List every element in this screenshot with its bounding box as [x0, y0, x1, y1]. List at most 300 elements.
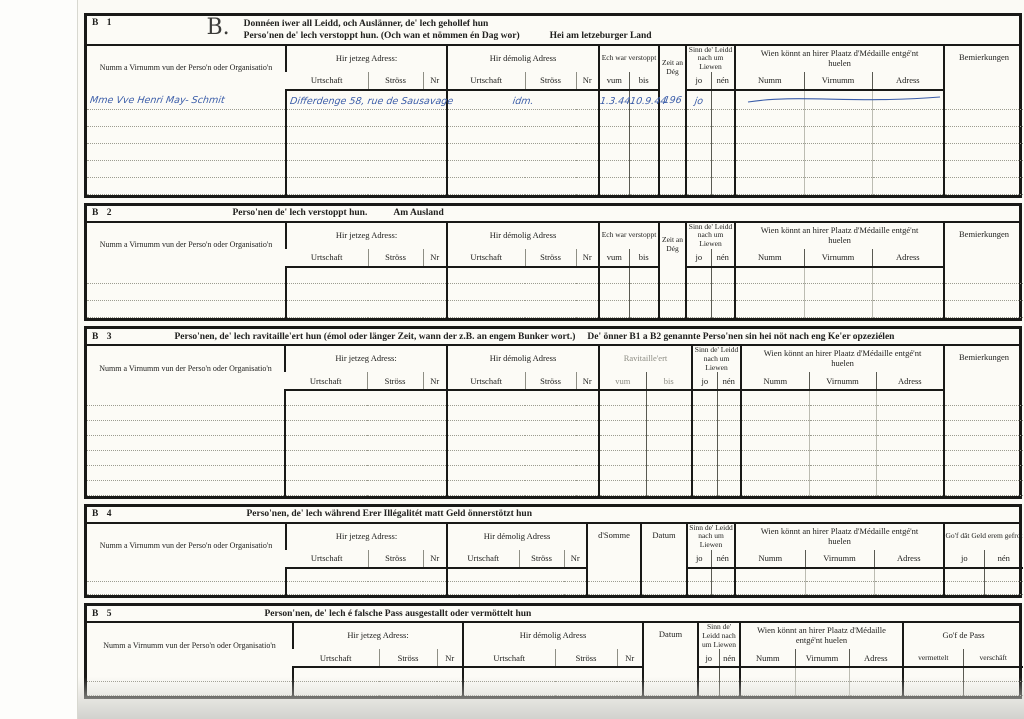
table-row: [87, 267, 1023, 284]
empty-cell: [872, 284, 944, 301]
header-sinn-liewen: Sinn de' Leidd nach um Liewen: [687, 524, 735, 550]
empty-cell: [629, 301, 659, 318]
subheader-jo: jo: [944, 550, 984, 568]
empty-cell: [87, 177, 286, 194]
empty-cell: [447, 177, 599, 194]
handwritten-jo: jo: [693, 95, 704, 107]
empty-cell: [447, 143, 599, 160]
empty-cell: [711, 143, 735, 160]
section-b1: [84, 13, 1022, 198]
empty-cell: [804, 177, 872, 194]
empty-cell: [87, 405, 285, 420]
empty-cell: [944, 126, 1023, 143]
empty-cell: [711, 267, 735, 284]
section-b3-label: B 3: [92, 331, 115, 342]
table-row: [87, 284, 1023, 301]
empty-cell: [804, 126, 872, 143]
empty-cell: [87, 420, 285, 435]
subheader-stross: Ströss: [368, 72, 423, 90]
empty-cell: [87, 435, 285, 450]
empty-cell: [646, 390, 692, 405]
empty-cell: [804, 160, 872, 177]
empty-cell: [692, 450, 717, 465]
table-b4: [87, 524, 1023, 596]
table-row: [87, 450, 1023, 465]
subheader-urtschaft: Urtschaft: [447, 372, 525, 390]
section-b3-titlebar: [87, 329, 1019, 346]
header-bemierkungen: Bemierkungen: [944, 346, 1023, 390]
cell-virnumm: [804, 90, 872, 110]
table-row: [87, 465, 1023, 480]
empty-cell: [876, 450, 944, 465]
empty-cell: [944, 267, 1023, 284]
subheader-nen: nén: [711, 72, 735, 90]
subheader-urtschaft: Urtschaft: [463, 649, 555, 667]
table-row: [87, 405, 1023, 420]
empty-cell: [876, 465, 944, 480]
empty-cell: [735, 177, 804, 194]
empty-cell: [741, 480, 809, 495]
empty-cell: [809, 420, 876, 435]
empty-cell: [944, 581, 984, 595]
subheader-urtschaft: Urtschaft: [447, 249, 525, 267]
empty-cell: [711, 284, 735, 301]
empty-cell: [286, 143, 447, 160]
empty-cell: [692, 465, 717, 480]
empty-cell: [872, 109, 944, 126]
table-row: [87, 568, 1023, 582]
empty-cell: [447, 435, 599, 450]
empty-cell: [87, 160, 286, 177]
empty-cell: [87, 450, 285, 465]
subheader-vum: vum: [599, 372, 646, 390]
header-jetzeg-adress: Hir jetzeg Adress:: [286, 524, 447, 550]
empty-cell: [646, 450, 692, 465]
empty-cell: [286, 284, 447, 301]
empty-cell: [944, 390, 1023, 405]
subheader-stross: Ströss: [519, 550, 564, 568]
empty-cell: [629, 267, 659, 284]
empty-cell: [286, 177, 447, 194]
empty-cell: [659, 301, 686, 318]
empty-cell: [944, 405, 1023, 420]
header-demolig-adress: Hir démolig Adress: [447, 46, 599, 72]
subheader-jo: jo: [687, 550, 711, 568]
subheader-nr: Nr: [423, 72, 447, 90]
empty-cell: [447, 420, 599, 435]
subheader-vermettelt: vermettelt: [903, 649, 963, 667]
empty-cell: [87, 267, 286, 284]
empty-cell: [735, 581, 805, 595]
empty-cell: [686, 109, 711, 126]
empty-cell: [874, 581, 944, 595]
empty-cell: [872, 177, 944, 194]
cell-bemierkungen: [944, 90, 1023, 110]
subheader-nr: Nr: [617, 649, 643, 667]
cell-zeit: [659, 90, 686, 110]
empty-cell: [717, 435, 741, 450]
subheader-jo: jo: [686, 249, 711, 267]
subheader-jo: jo: [686, 72, 711, 90]
empty-cell: [944, 284, 1023, 301]
empty-cell: [286, 301, 447, 318]
empty-cell: [872, 301, 944, 318]
header-jetzeg-adress: Hir jetzeg Adress:: [285, 346, 447, 372]
section-b2-label: B 2: [92, 208, 115, 219]
empty-cell: [692, 420, 717, 435]
subheader-nen: nén: [719, 649, 740, 667]
scan-shadow: [78, 677, 1024, 719]
section-b3-title-2: De' önner B1 a B2 genannte Perso'nen sin hei nöt nach eng Ke'er opzeziélen: [587, 331, 895, 342]
table-row: [87, 301, 1023, 318]
subheader-virnumm: Virnumm: [805, 550, 874, 568]
cell-demolig-adress: [447, 90, 599, 110]
empty-cell: [599, 405, 646, 420]
header-bemierkungen: Bemierkungen: [944, 223, 1023, 267]
cell-bis: [628, 90, 667, 110]
empty-cell: [87, 480, 285, 495]
empty-cell: [629, 109, 659, 126]
subheader-urtschaft: Urtschaft: [286, 550, 368, 568]
empty-cell: [735, 160, 804, 177]
header-name: Numm a Virnumm vun der Perso'n oder Organisatio'n: [99, 363, 272, 373]
empty-cell: [984, 581, 1023, 595]
subheader-urtschaft: Urtschaft: [447, 72, 525, 90]
subheader-nr: Nr: [576, 249, 599, 267]
header-verstoppt: Ech war verstoppt: [599, 46, 659, 72]
empty-cell: [285, 480, 447, 495]
empty-cell: [599, 480, 646, 495]
empty-cell: [944, 177, 1023, 194]
handwritten-demolig-adress: idm.: [511, 95, 535, 107]
empty-cell: [735, 301, 804, 318]
subheader-stross: Ströss: [525, 249, 576, 267]
section-b3-title: Perso'nen, de' lech ravitaille'ert hun (émol oder länger Zeit, wann der z.B. an engem Bunker wort.): [174, 331, 576, 342]
subheader-urtschaft: Urtschaft: [447, 550, 519, 568]
empty-cell: [599, 126, 629, 143]
empty-cell: [447, 301, 599, 318]
empty-cell: [741, 405, 809, 420]
subheader-stross: Ströss: [555, 649, 617, 667]
empty-cell: [805, 581, 874, 595]
subheader-nen: nén: [711, 550, 735, 568]
subheader-nr: Nr: [437, 649, 463, 667]
header-ravitailleert: Ravitaille'ert: [599, 346, 692, 372]
header-name: Numm a Virnumm vun der Perso'n oder Organisatio'n: [99, 541, 273, 551]
cell-nen: [711, 90, 735, 110]
subheader-nr: Nr: [423, 372, 447, 390]
empty-cell: [285, 435, 447, 450]
empty-cell: [447, 160, 599, 177]
empty-cell: [944, 301, 1023, 318]
empty-cell: [599, 390, 646, 405]
empty-cell: [599, 420, 646, 435]
empty-cell: [804, 109, 872, 126]
header-sinn-liewen: Sinn de' Leidd nach um Liewen: [686, 223, 735, 249]
cell-jetzeg-adress: [286, 90, 454, 110]
empty-cell: [735, 126, 804, 143]
empty-cell: [641, 581, 687, 595]
empty-cell: [692, 435, 717, 450]
empty-cell: [872, 126, 944, 143]
empty-cell: [87, 568, 286, 582]
empty-cell: [735, 143, 804, 160]
empty-cell: [87, 126, 286, 143]
header-name: Numm a Virnumm vun der Perso'n oder Organisatio'n: [99, 240, 273, 250]
cell-name: [87, 90, 286, 110]
empty-cell: [804, 301, 872, 318]
empty-cell: [944, 160, 1023, 177]
subheader-verschaft: verschäft: [963, 649, 1023, 667]
section-b4-label: B 4: [92, 509, 115, 520]
header-jetzeg-adress: Hir jetzeg Adress:: [286, 223, 447, 249]
empty-cell: [717, 480, 741, 495]
empty-cell: [692, 480, 717, 495]
empty-cell: [809, 390, 876, 405]
empty-cell: [717, 450, 741, 465]
empty-cell: [87, 581, 286, 595]
empty-cell: [735, 284, 804, 301]
empty-cell: [447, 581, 587, 595]
cell-jo: [686, 90, 711, 110]
empty-cell: [717, 405, 741, 420]
header-demolig-adress: Hir démolig Adress: [447, 524, 587, 550]
empty-cell: [876, 420, 944, 435]
subheader-nen: nén: [711, 249, 735, 267]
empty-cell: [629, 143, 659, 160]
empty-cell: [659, 267, 686, 284]
subheader-adress: Adress: [876, 372, 944, 390]
empty-cell: [711, 109, 735, 126]
empty-cell: [599, 301, 629, 318]
empty-cell: [286, 160, 447, 177]
table-row: [87, 420, 1023, 435]
empty-cell: [944, 109, 1023, 126]
empty-cell: [587, 581, 641, 595]
section-b2-titlebar: [87, 206, 1019, 223]
subheader-numm: Numm: [740, 649, 795, 667]
subheader-virnumm: Virnumm: [809, 372, 876, 390]
subheader-urtschaft: Urtschaft: [286, 249, 368, 267]
empty-cell: [741, 435, 809, 450]
section-b4-title: Perso'nen, de' lech während Erer Illégalitét matt Geld önnerstötzt hun: [246, 509, 532, 520]
empty-cell: [686, 284, 711, 301]
table-b1: [87, 46, 1023, 195]
empty-cell: [876, 435, 944, 450]
empty-cell: [447, 465, 599, 480]
subheader-stross: Ströss: [368, 249, 423, 267]
empty-cell: [659, 143, 686, 160]
subheader-jo: jo: [692, 372, 717, 390]
subheader-adress: Adress: [872, 249, 944, 267]
subheader-adress: Adress: [872, 72, 944, 90]
subheader-bis: bis: [629, 72, 659, 90]
table-row: [87, 435, 1023, 450]
table-row: [87, 581, 1023, 595]
empty-cell: [692, 405, 717, 420]
empty-cell: [741, 450, 809, 465]
empty-cell: [447, 267, 599, 284]
subheader-nen: nén: [984, 550, 1023, 568]
empty-cell: [809, 480, 876, 495]
empty-cell: [876, 405, 944, 420]
empty-cell: [447, 568, 587, 582]
empty-cell: [805, 568, 874, 582]
subheader-bis: bis: [629, 249, 659, 267]
empty-cell: [711, 581, 735, 595]
empty-cell: [659, 177, 686, 194]
section-b2-title: Perso'nen de' lech verstoppt hun.: [232, 208, 368, 219]
empty-cell: [735, 267, 804, 284]
header-zeit-an-deg: Zeit an Dég: [659, 223, 686, 267]
empty-cell: [717, 390, 741, 405]
empty-cell: [285, 405, 447, 420]
table-row: [87, 160, 1023, 177]
subheader-urtschaft: Urtschaft: [285, 372, 367, 390]
table-row: [87, 177, 1023, 194]
empty-cell: [686, 177, 711, 194]
empty-cell: [599, 160, 629, 177]
section-b5-titlebar: [87, 606, 1019, 623]
empty-cell: [285, 390, 447, 405]
empty-cell: [447, 405, 599, 420]
empty-cell: [944, 568, 984, 582]
empty-cell: [447, 390, 599, 405]
handwritten-jetzeg-adress: Differdenge 58, rue de Sausavage: [289, 95, 454, 107]
section-b1-titlebar: [87, 16, 1019, 46]
header-demolig-adress: Hir démolig Adress: [447, 346, 599, 372]
header-name: Numm a Virnumm vun der Perso'n oder Organisatio'n: [103, 640, 276, 650]
subheader-numm: Numm: [735, 550, 805, 568]
header-verstoppt: Ech war verstoppt: [599, 223, 659, 249]
subheader-virnumm: Virnumm: [795, 649, 849, 667]
subheader-adress: Adress: [849, 649, 903, 667]
header-demolig-adress: Hir démolig Adress: [463, 623, 643, 649]
empty-cell: [809, 405, 876, 420]
subheader-vum: vum: [599, 249, 629, 267]
section-b1-title-right: Hei am letzeburger Land: [549, 31, 652, 42]
subheader-stross: Ströss: [525, 372, 576, 390]
subheader-stross: Ströss: [525, 72, 576, 90]
table-row: [87, 390, 1023, 405]
header-bemierkungen: Bemierkungen: [944, 46, 1023, 90]
subheader-stross: Ströss: [368, 550, 423, 568]
empty-cell: [944, 143, 1023, 160]
empty-cell: [686, 143, 711, 160]
empty-cell: [87, 109, 286, 126]
empty-cell: [741, 390, 809, 405]
empty-cell: [599, 435, 646, 450]
big-letter-b: B.: [206, 15, 230, 40]
empty-cell: [587, 568, 641, 582]
empty-cell: [804, 143, 872, 160]
subheader-nr: Nr: [423, 249, 447, 267]
header-wien-medaille: Wien könnt an hirer Plaatz d'Médaille entgé'nt huelen: [735, 223, 944, 249]
empty-cell: [286, 581, 447, 595]
section-b5-label: B 5: [92, 608, 115, 619]
empty-cell: [646, 420, 692, 435]
header-jetzeg-adress: Hir jetzeg Adress:: [293, 623, 463, 649]
section-b3: [84, 326, 1022, 499]
empty-cell: [659, 160, 686, 177]
empty-cell: [944, 480, 1023, 495]
subheader-stross: Ströss: [367, 372, 423, 390]
scanned-form-page: [77, 0, 1024, 719]
empty-cell: [874, 568, 944, 582]
empty-cell: [686, 126, 711, 143]
empty-cell: [286, 126, 447, 143]
empty-cell: [711, 177, 735, 194]
subheader-urtschaft: Urtschaft: [286, 72, 368, 90]
empty-cell: [809, 435, 876, 450]
section-b1-label: B 1: [92, 18, 115, 28]
header-zeit-an-deg: Zeit an Dég: [659, 46, 686, 90]
handwritten-bis: 10.9.44: [628, 95, 667, 107]
header-somme: d'Somme: [587, 524, 641, 568]
header-gof-pass: Go'f de Pass: [903, 623, 1023, 649]
empty-cell: [447, 284, 599, 301]
subheader-nen: nén: [717, 372, 741, 390]
empty-cell: [944, 420, 1023, 435]
empty-cell: [687, 568, 711, 582]
empty-cell: [599, 465, 646, 480]
empty-cell: [809, 450, 876, 465]
section-b2: [84, 203, 1022, 322]
empty-cell: [646, 480, 692, 495]
empty-cell: [629, 160, 659, 177]
empty-cell: [285, 420, 447, 435]
subheader-stross: Ströss: [379, 649, 437, 667]
empty-cell: [692, 390, 717, 405]
form-b: [84, 13, 1022, 704]
subheader-numm: Numm: [735, 249, 804, 267]
empty-cell: [599, 109, 629, 126]
empty-cell: [87, 390, 285, 405]
handwritten-zeit: 196: [662, 95, 683, 107]
empty-cell: [646, 405, 692, 420]
header-wien-medaille: Wien könnt an hirer Plaatz d'Médaille entgé'nt huelen: [741, 346, 944, 372]
scanner-margin: [0, 0, 77, 719]
section-b5-title: Person'nen, de' lech é falsche Pass ausgestallt oder vermöttelt hun: [264, 608, 532, 619]
empty-cell: [286, 568, 447, 582]
subheader-nr: Nr: [576, 72, 599, 90]
empty-cell: [804, 284, 872, 301]
subheader-virnumm: Virnumm: [804, 72, 872, 90]
empty-cell: [944, 450, 1023, 465]
empty-cell: [659, 284, 686, 301]
header-wien-medaille: Wien könnt an hirer Plaatz d'Médaille entgé'nt huelen: [735, 46, 944, 72]
section-b1-title-line2: Perso'nen de' lech verstoppt hun. (Och wan et nömmen én Dag wor): [243, 31, 520, 42]
empty-cell: [944, 465, 1023, 480]
empty-cell: [686, 267, 711, 284]
empty-cell: [872, 143, 944, 160]
empty-cell: [599, 267, 629, 284]
empty-cell: [872, 160, 944, 177]
empty-cell: [646, 435, 692, 450]
header-datum: Datum: [643, 623, 698, 667]
empty-cell: [447, 450, 599, 465]
table-row-entry: [87, 90, 1023, 110]
empty-cell: [659, 109, 686, 126]
empty-cell: [717, 465, 741, 480]
subheader-bis: bis: [646, 372, 692, 390]
cell-numm: [735, 90, 804, 110]
section-b1-title-line1: Donnéen iwer all Leidd, och Auslänner, de' lech gehollef hun: [243, 19, 489, 29]
empty-cell: [629, 126, 659, 143]
subheader-vum: vum: [599, 72, 629, 90]
empty-cell: [87, 465, 285, 480]
table-row: [87, 109, 1023, 126]
